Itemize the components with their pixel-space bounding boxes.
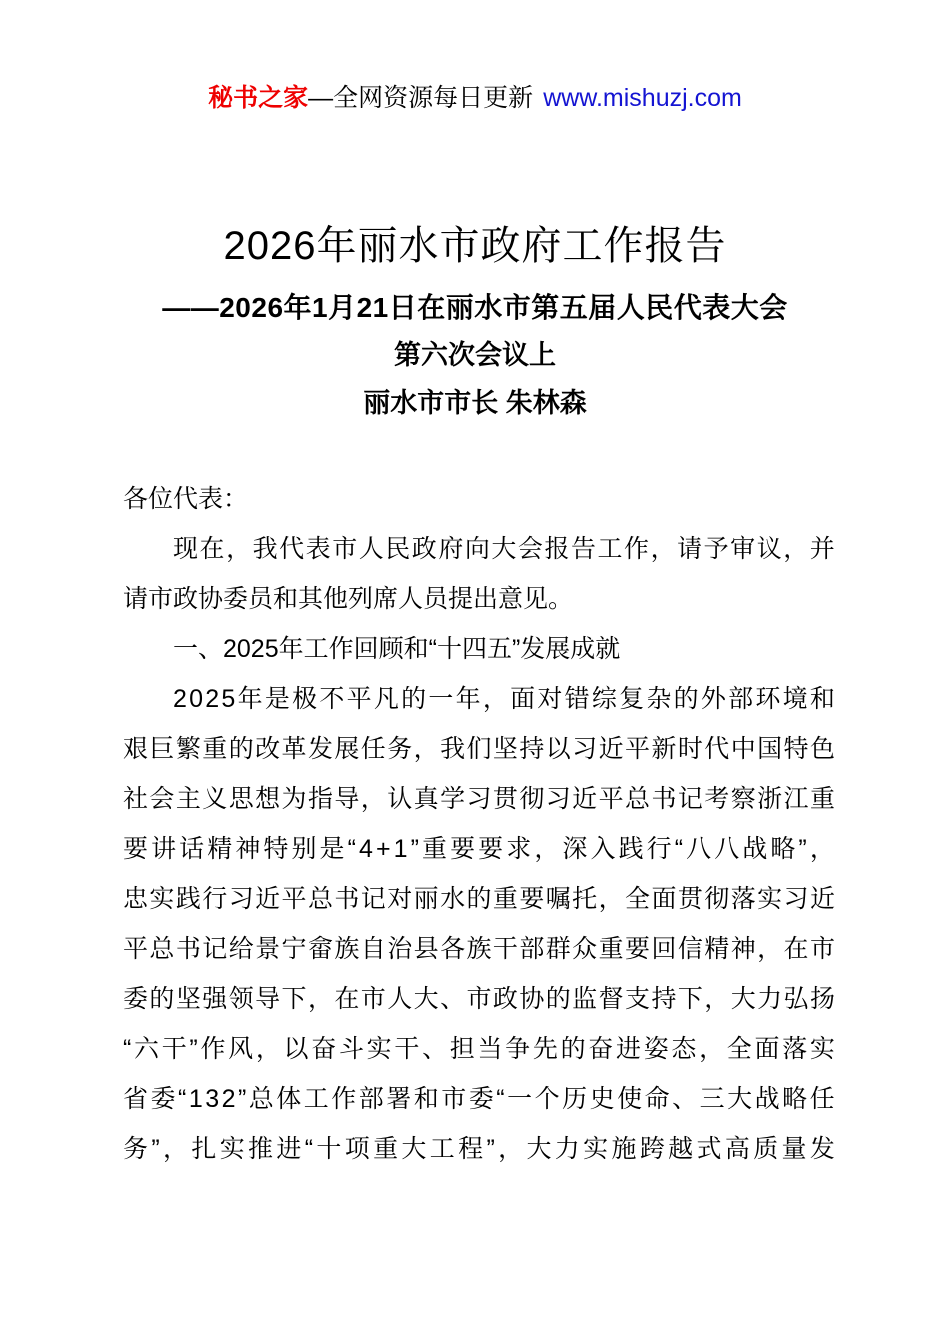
body-line: 各位代表： (123, 485, 249, 513)
document-speaker: 丽水市市长 朱林森 (363, 388, 587, 418)
body-line: 平 总 书 记 给 景 宁 畲 族 自 治 县 各 族 干 部 群 众 重 要 回 信 精 神 ， 在 市 (123, 935, 835, 963)
document-subtitle-line2: 第六次会议上 (394, 340, 556, 370)
body-line: 艰 巨 繁 重 的 改 革 发 展 任 务 ， 我 们 坚 持 以 习 近 平 新 时 代 中 国 特 色 (123, 735, 835, 763)
document-subtitle-line1: ——2026年1月21日在丽水市第五届人民代表大会 (162, 292, 788, 323)
body-line: 2 0 2 5 年 是 极 不 平 凡 的 一 年 ， 面 对 错 综 复 杂 的 外 部 环 境 和 (173, 685, 835, 713)
site-name: 秘书之家 (208, 84, 309, 112)
document-title: 2026年丽水市政府工作报告 (223, 224, 727, 268)
header-tagline: 全网资源每日更新 (333, 84, 534, 112)
site-url-link[interactable]: www.mishuzj.com (543, 84, 742, 112)
body-line: 现 在 ， 我 代 表 市 人 民 政 府 向 大 会 报 告 工 作 ， 请 予 审 议 ， 并 (173, 535, 835, 563)
body-line: 委 的 坚 强 领 导 下 ， 在 市 人 大 、 市 政 协 的 监 督 支 持 下 ， 大 力 弘 扬 (123, 985, 835, 1013)
body-line: “ 六 干 ” 作 风 ， 以 奋 斗 实 干 、 担 当 争 先 的 奋 进 姿 态 ， 全 面 落 实 (123, 1035, 835, 1063)
site-header (0, 80, 950, 116)
body-line: 要 讲 话 精 神 特 别 是 “ 4 + 1 ” 重 要 要 求 ， 深 入 践 行 “ 八 八 战 略 ” ， (123, 835, 835, 863)
document-body (123, 474, 835, 1174)
header-separator: — (308, 84, 334, 112)
body-line: 请市政协委员和其他列席人员提出意见。 (123, 585, 574, 613)
body-line: 忠 实 践 行 习 近 平 总 书 记 对 丽 水 的 重 要 嘱 托 ， 全 面 贯 彻 落 实 习 近 (123, 885, 835, 913)
body-line: 务 ” ， 扎 实 推 进 “ 十 项 重 大 工 程 ” ， 大 力 实 施 跨 越 式 高 质 量 发 (123, 1135, 835, 1163)
body-line: 省 委 “ 1 3 2 ” 总 体 工 作 部 署 和 市 委 “ 一 个 历 史 使 命 、 三 大 战 略 任 (123, 1085, 835, 1113)
body-line: 一、2025年工作回顾和“十四五”发展成就 (173, 635, 621, 663)
body-line: 社 会 主 义 思 想 为 指 导 ， 认 真 学 习 贯 彻 习 近 平 总 书 记 考 察 浙 江 重 (123, 785, 835, 813)
